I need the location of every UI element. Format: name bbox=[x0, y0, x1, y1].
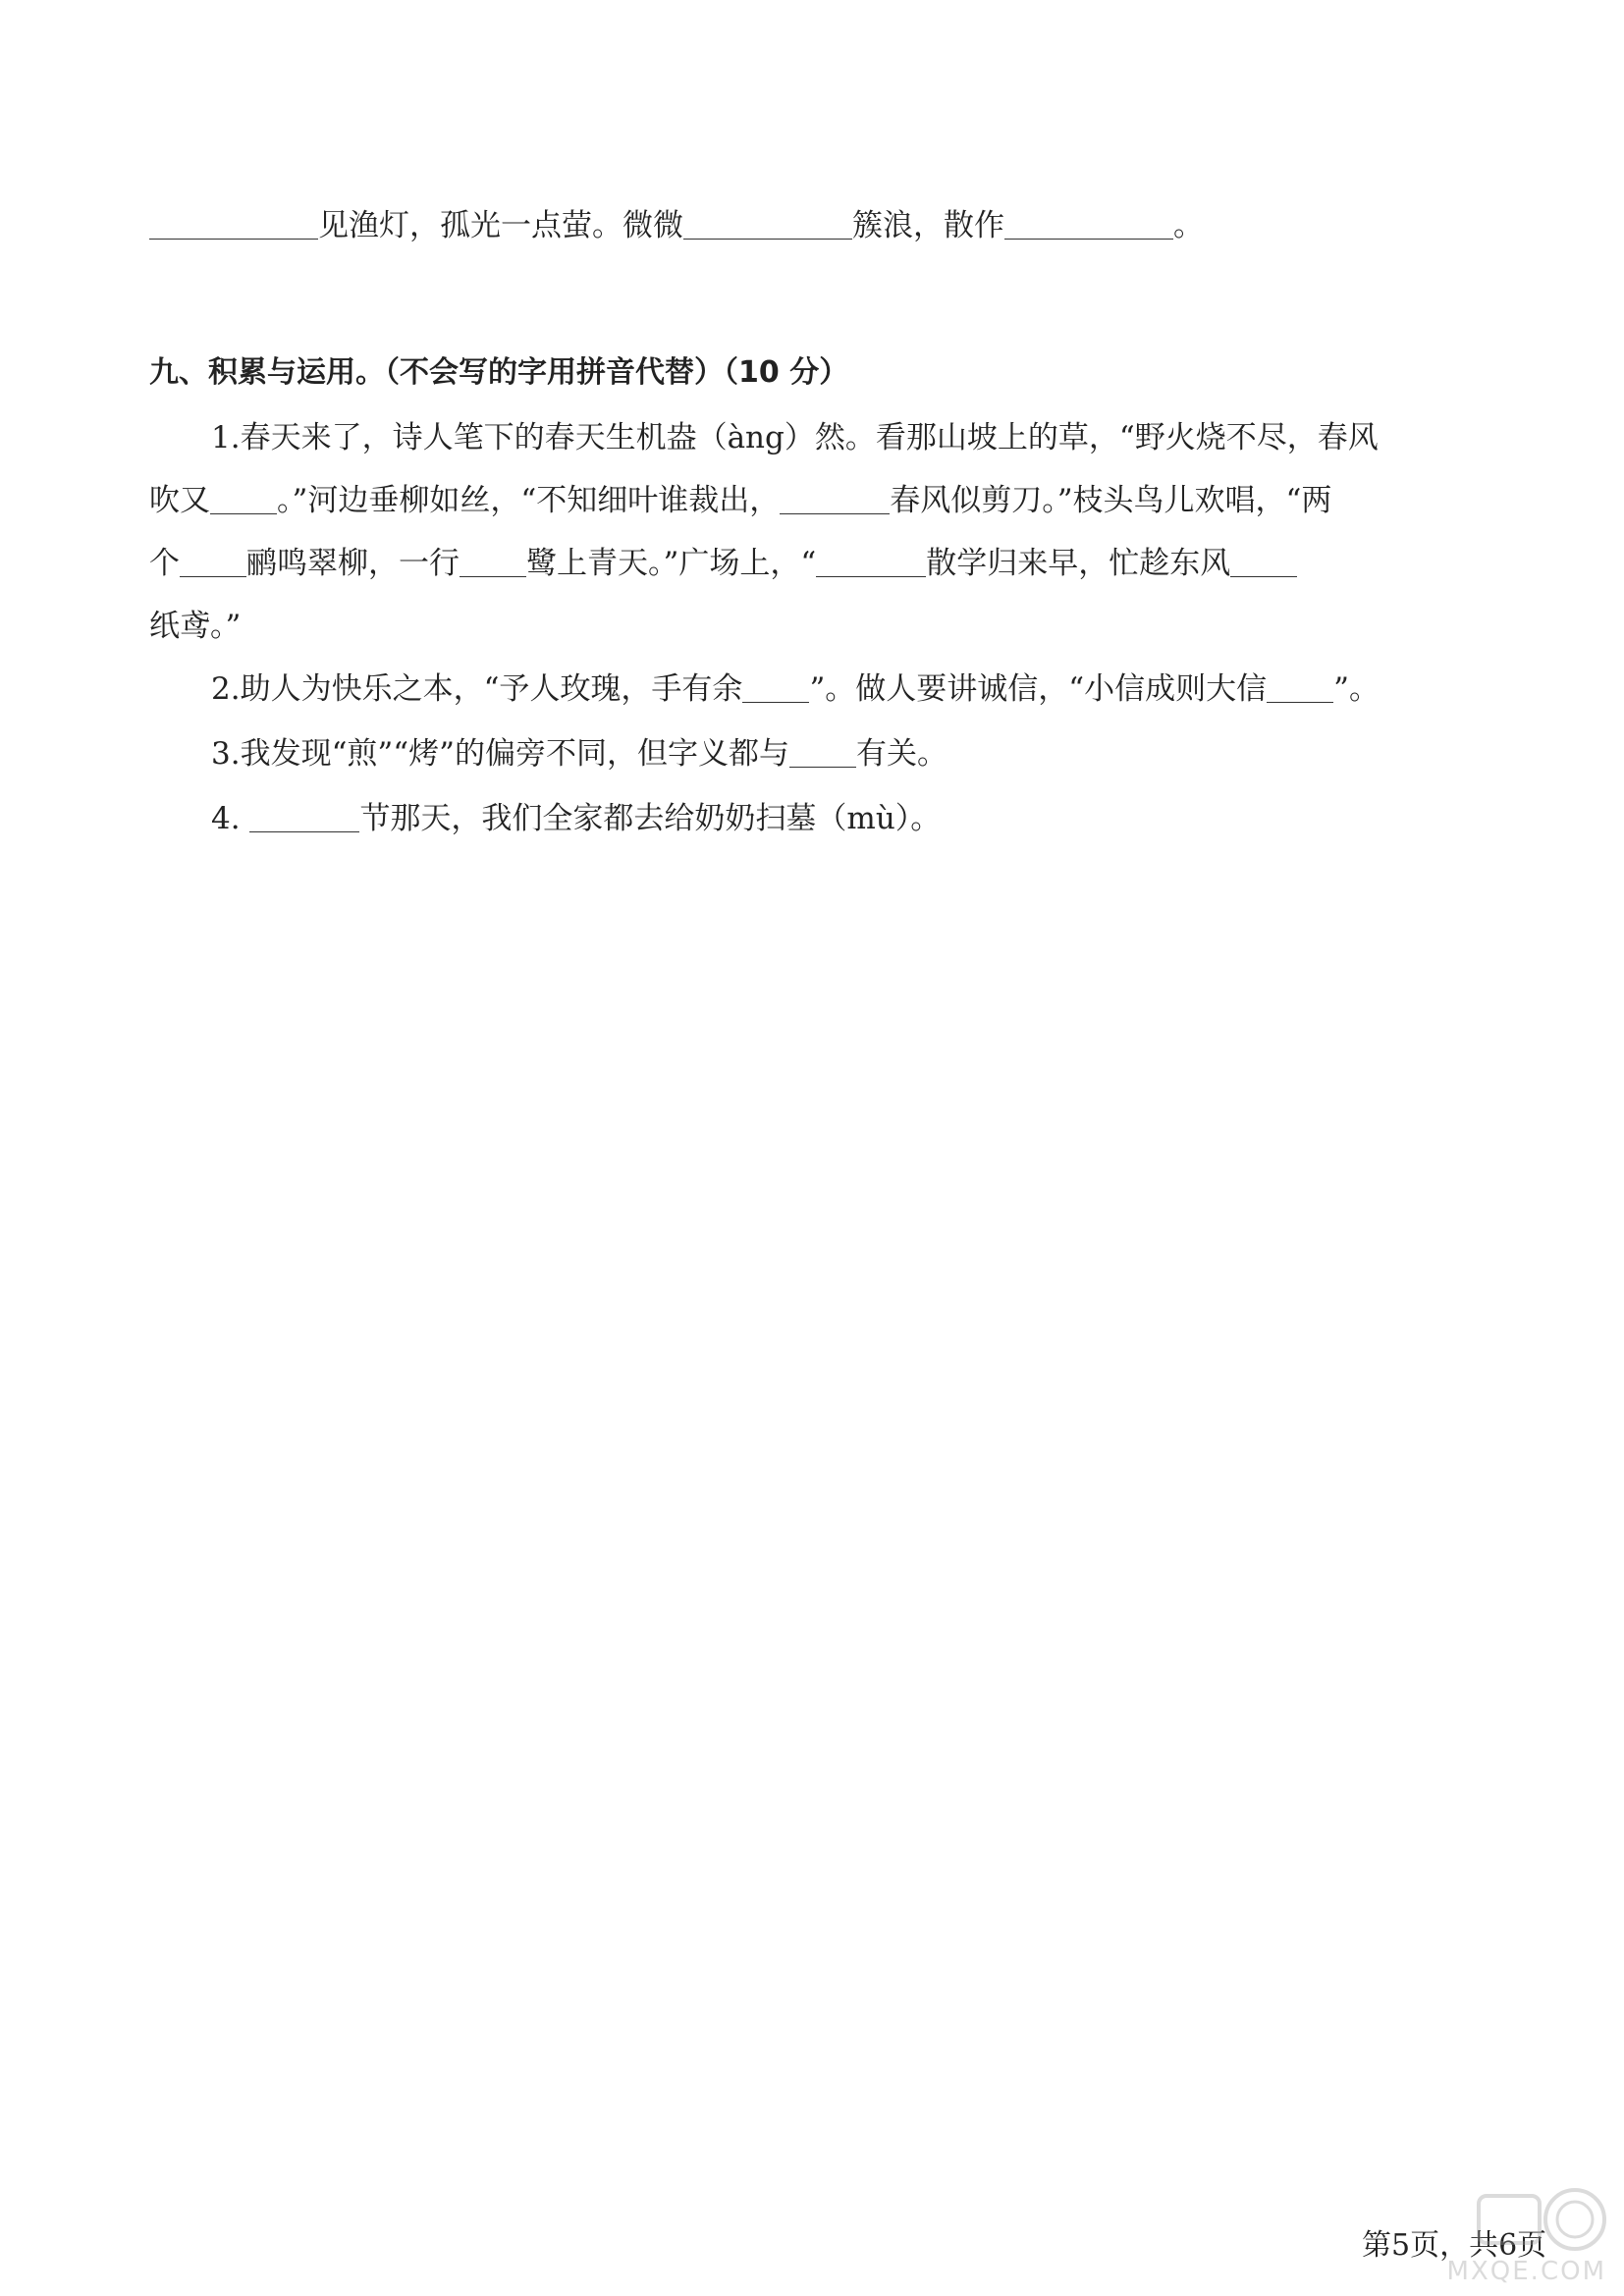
answer-blank[interactable] bbox=[683, 209, 852, 240]
page-number: 第5页，共6页 bbox=[1362, 2228, 1547, 2263]
question-text: 鹭上青天。”广场上，“ bbox=[526, 546, 817, 581]
poem-text: 簇浪，散作 bbox=[852, 208, 1004, 243]
question-text: 个 bbox=[149, 546, 180, 581]
answer-blank[interactable] bbox=[780, 484, 890, 514]
question-text: 散学归来早，忙趁东风 bbox=[926, 546, 1231, 581]
question-text: ”。做人要讲诚信，“小信成则大信 bbox=[809, 671, 1268, 707]
question-1-line-2 bbox=[149, 479, 1331, 522]
question-2 bbox=[211, 667, 1380, 711]
question-text: 3.我发现“煎”“烤”的偏旁不同，但字义都与 bbox=[211, 736, 789, 772]
poem-line bbox=[149, 204, 1204, 247]
question-3 bbox=[211, 732, 947, 775]
answer-blank[interactable] bbox=[210, 484, 277, 514]
answer-blank[interactable] bbox=[460, 547, 526, 577]
question-text: 春风似剪刀。”枝头鸟儿欢唱，“两 bbox=[890, 483, 1332, 518]
question-text: 吹又 bbox=[149, 483, 210, 518]
poem-text: 。 bbox=[1173, 208, 1204, 243]
answer-blank[interactable] bbox=[149, 209, 318, 240]
section-title: 九、积累与运用。（不会写的字用拼音代替）（10 分） bbox=[149, 355, 849, 390]
question-text: 有关。 bbox=[855, 736, 947, 772]
question-text: 4. bbox=[211, 801, 250, 836]
answer-blank[interactable] bbox=[1230, 547, 1297, 577]
answer-blank[interactable] bbox=[1267, 672, 1333, 703]
question-1-line-1: 1.春天来了，诗人笔下的春天生机盎（àng）然。看那山坡上的草，“野火烧不尽，春风 bbox=[211, 420, 1379, 455]
poem-text: 见渔灯，孤光一点萤。微微 bbox=[318, 208, 683, 243]
answer-blank[interactable] bbox=[816, 547, 926, 577]
question-1-line-3 bbox=[149, 542, 1297, 585]
answer-blank[interactable] bbox=[180, 547, 246, 577]
answer-blank[interactable] bbox=[1004, 209, 1173, 240]
watermark bbox=[1388, 2182, 1614, 2290]
question-text: 鹂鸣翠柳，一行 bbox=[246, 546, 460, 581]
question-4 bbox=[211, 797, 941, 840]
answer-blank[interactable] bbox=[789, 737, 856, 768]
question-text: 2.助人为快乐之本，“予人玫瑰，手有余 bbox=[211, 671, 743, 707]
question-text: 节那天，我们全家都去给奶奶扫墓（mù）。 bbox=[359, 801, 942, 836]
answer-blank[interactable] bbox=[249, 802, 359, 832]
question-text: ”。 bbox=[1333, 671, 1380, 707]
question-1-line-4: 纸鸢。” bbox=[149, 609, 242, 644]
answer-seal-icon bbox=[1388, 2182, 1614, 2261]
answer-blank[interactable] bbox=[742, 672, 809, 703]
question-text: 。”河边垂柳如丝，“不知细叶谁裁出， bbox=[277, 483, 781, 518]
watermark-text: MXQE.COM bbox=[1446, 2257, 1606, 2286]
